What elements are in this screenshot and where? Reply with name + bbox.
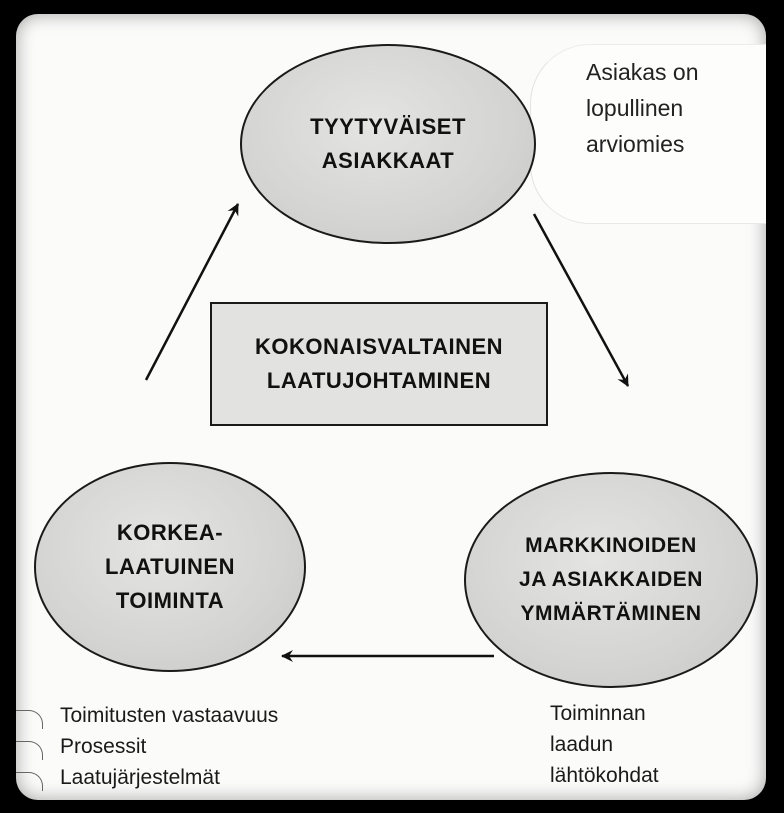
node-high-quality-operation-label: KORKEA- LAATUINEN TOIMINTA — [105, 520, 235, 613]
node-high-quality-operation — [34, 462, 306, 672]
arrow-top-to-right — [534, 214, 628, 386]
right-note-item: Toiminnan — [550, 702, 646, 725]
left-note-item: Laatujärjestelmät — [60, 766, 220, 789]
node-market-understanding — [464, 472, 758, 688]
callout-text: Asiakas on lopullinen arviomies — [586, 59, 699, 157]
node-satisfied-customers — [240, 44, 536, 244]
center-box-label: KOKONAISVALTAINEN LAATUJOHTAMINEN — [254, 334, 504, 393]
right-note-item: lähtökohdat — [550, 764, 659, 787]
node-market-understanding-label: MARKKINOIDEN JA ASIAKKAIDEN YMMÄRTÄMINEN — [519, 534, 703, 625]
center-box-tqm — [210, 302, 548, 426]
left-note-item: Toimitusten vastaavuus — [60, 704, 279, 727]
node-satisfied-customers-label: TYYTYVÄISET ASIAKKAAT — [310, 114, 466, 173]
right-notes — [550, 698, 659, 791]
left-note-item: Prosessit — [60, 735, 147, 758]
diagram-canvas — [16, 14, 766, 800]
left-notes — [60, 700, 278, 793]
right-note-item: laadun — [550, 733, 614, 756]
